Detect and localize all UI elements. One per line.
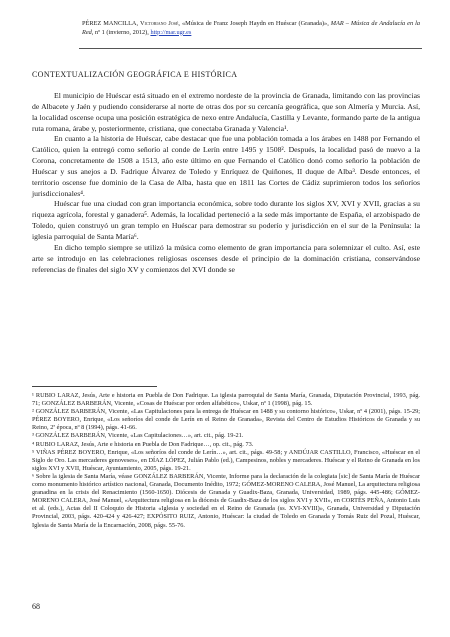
footnote: ³ GONZÁLEZ BARBERÁN, Vicente, «Las Capitulaciones…», art. cit., pág. 19-21. (32, 432, 244, 440)
header-issue: nº 1 (invierno, 2012), (94, 28, 149, 36)
header-title: «Música de Franz Joseph Haydn en Huéscar (Granada)», (182, 20, 329, 27)
body-text (32, 91, 420, 275)
footnote: ¹ RUBIO LARAZ, Jesús, Arte e historia en Puebla de Don Fadrique. La iglesia parroquial de Santa María, Granada, Diputación Provincial, 1993, pág. 71; GONZÁLEZ BARBERÁN, Vicente, «Cosas de Huéscar por orden alfabético», Uskar, nº 1 (1998), pág. 15. (32, 392, 420, 408)
footnote: ⁴ RUBIO LARAZ, Jesús, Arte e historia en Puebla de Don Fadrique…, op. cit., pág. 73. (32, 440, 254, 448)
paragraph: En cuanto a la historia de Huéscar, cabe destacar que fue una población tomada a los árabes en 1488 por Fernando el Católico, quien la entregó como señorío al conde de Lerín entre 1495 y 1508². Después, la localidad pasó de nuevo a la Corona, concretamente de 1508 a 1513, año este último en que Fernando el Católico donó como señorío la población de Huéscar y sus anejos a D. Fadrique Álvarez de Toledo y Enríquez de Quiñones, II duque de Alba³. Desde entonces, el territorio oscense fue dominio de la Casa de Alba, hasta que en 1811 las Cortes de Cádiz suprimieron todos los señoríos jurisdiccionales⁴. (32, 134, 420, 198)
footnote: ⁵ VIÑAS PÉREZ BOYERO, Enrique, «Los señoríos del conde de Lerín…», art. cit., págs. 49-58; y ANDÚJAR CASTILLO, Francisco, «Huéscar en el Siglo de Oro. Las mercaderes genoveses», en DÍAZ LÓPEZ, Julián Pablo (ed.), Campesinos, nobles y mercaderes. Huéscar y el Reino de Granada en los siglos XVI y XVII, Huéscar, Ayuntamiento, 2005, págs. 19-21. (32, 448, 420, 472)
header-url-link[interactable]: http://mar.ugr.es (150, 28, 192, 36)
footnote: ² GONZÁLEZ BARBERÁN, Vicente, «Las Capitulaciones para la entrega de Huéscar en 1488 y su contorno histórico», Uskar, nº 4 (2001), págs. 15-29; PÉREZ BOYERO, Enrique, «Los señoríos del conde de Lerín en el Reino de Granada», Revista del Centro de Estudios Históricos de Granada y su Reino, 2ª época, nº 8 (1994), págs. 41-66. (32, 408, 420, 432)
paragraph: En dicho templo siempre se utilizó la música como elemento de gran importancia para solemnizar el culto. Así, este arte se introdujo en las celebraciones religiosas oscenses desde el principio de la dominación cristiana, conservándose referencias de finales del siglo XV y comienzos del XVI donde se (32, 242, 420, 274)
paragraph: El municipio de Huéscar está situado en el extremo nordeste de la provincia de Granada, limitando con las provincias de Albacete y Jaén y pudiendo considerarse al norte de otras dos por su cercanía geográfica, que son Almería y Murcia. Así, la localidad oscense ocupa una posición estratégica de nexo entre Andalucía, Castilla y Levante, formando parte de la antigua ruta romana, árabe y, posteriormente, cristiana, que conectaba Granada y Valencia¹. (32, 91, 420, 133)
section-title: CONTEXTUALIZACIÓN GEOGRÁFICA E HISTÓRICA (32, 70, 238, 79)
paragraph: Huéscar fue una ciudad con gran importancia económica, sobre todo durante los siglos XV, XVI y XVII, gracias a su riqueza agrícola, forestal y ganadera⁵. Además, la localidad perteneció a la sede más importante de España, el arzobispado de Toledo, quien construyó un gran templo en Huéscar para demostrar su poderío y jurisdicción en el sur de la Península: la iglesia parroquial de Santa María⁶. (32, 199, 420, 241)
header-authors: PÉREZ MANCILLA, Victoriano José, (82, 20, 181, 27)
footnote-divider (32, 386, 157, 387)
header-divider (79, 48, 422, 49)
footnote: ⁶ Sobre la iglesia de Santa María, véase GONZÁLEZ BARBERÁN, Vicente, Informe para la declaración de la colegiata [sic] de Santa María de Huéscar como monumento histórico artístico nacional, Granada, Documento Inédito, 1972; GÓMEZ-MORENO CALERA, José Manuel, La arquitectura religiosa granadina en la crisis del Renacimiento (1560-1650). Diócesis de Granada y Guadix-Baza, Granada, Universidad, 1989, págs. 445-486; GÓMEZ-MORENO CALERA, José Manuel, «Arquitectura religiosa en la diócesis de Guadix-Baza de los siglos XVI y XVII», en CORTÉS PEÑA, Antonio Luis et al. (eds.), Actas del II Coloquio de Historia «Iglesia y sociedad en el Reino de Granada (ss. XVI-XVIII)», Granada, Universidad y Diputación Provincial, 2003, págs. 420-424 y 426-427; EXPÓSITO RUIZ, Antonio, Huéscar: la ciudad de Toledo en Granada y Tomás Ruiz del Pozal, Huéscar, Iglesia de Santa María de la Encarnación, 2008, págs. 55-76. (32, 472, 420, 529)
running-header (82, 20, 420, 37)
page-number: 68 (32, 602, 40, 611)
footnotes (32, 392, 420, 530)
header-journal: MAR – Música de Andalucía en la Red, (82, 20, 421, 36)
